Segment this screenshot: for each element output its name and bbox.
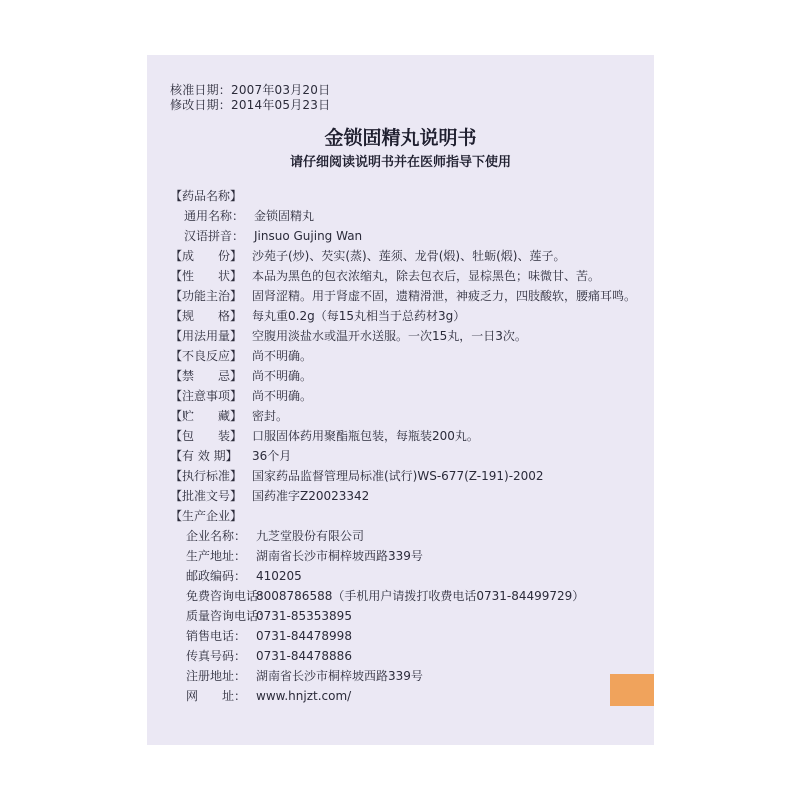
item-ingredients: 【成 份】 沙苑子(炒)、芡实(蒸)、莲须、龙骨(煅)、牡蛎(煅)、莲子。 <box>170 249 566 263</box>
generic-name-value: 金锁固精丸 <box>254 209 315 223</box>
spec-items <box>170 247 640 505</box>
generic-name-label: 通用名称： <box>184 209 245 223</box>
pinyin-label: 汉语拼音： <box>184 229 245 243</box>
item-precautions: 【注意事项】 尚不明确。 <box>170 389 313 403</box>
item-standard: 【执行标准】 国家药品监督管理局标准(试行)WS-677(Z-191)-2002 <box>170 469 544 483</box>
document-title: 金锁固精丸说明书 <box>324 127 477 149</box>
mfr-address-row: 生产地址： 湖南省长沙市桐梓坡西路339号 <box>186 549 423 563</box>
website-link: www.hnjzt.com/ <box>256 689 352 703</box>
item-validity: 【有 效 期】 36个月 <box>170 449 292 463</box>
item-contraindications: 【禁 忌】 尚不明确。 <box>170 369 313 383</box>
mfr-free-hotline-row: 免费咨询电话： 8008786588（手机用户请拨打收费电话0731-84499729） <box>186 589 585 603</box>
mfr-fax-row: 传真号码： 0731-84478886 <box>186 649 352 663</box>
mfr-postcode-row: 邮政编码： 410205 <box>186 569 302 583</box>
modify-date: 修改日期：2014年05月23日 <box>170 98 331 112</box>
item-package: 【包 装】 口服固体药用聚酯瓶包装，每瓶装200丸。 <box>170 429 479 443</box>
mfr-sales-phone-row: 销售电话： 0731-84478998 <box>186 629 352 643</box>
mfr-registered-address-row: 注册地址： 湖南省长沙市桐梓坡西路339号 <box>186 669 423 683</box>
item-indications: 【功能主治】 固肾涩精。用于肾虚不固，遗精滑泄，神疲乏力，四肢酸软，腰痛耳鸣。 <box>170 289 637 303</box>
approve-date: 核准日期：2007年03月20日 <box>170 83 331 97</box>
drug-name-header: 【药品名称】 <box>170 189 243 203</box>
item-approval-number: 【批准文号】 国药准字Z20023342 <box>170 489 370 503</box>
document-subtitle: 请仔细阅读说明书并在医师指导下使用 <box>289 155 511 170</box>
item-storage: 【贮 藏】 密封。 <box>170 409 289 423</box>
item-adverse-reactions: 【不良反应】 尚不明确。 <box>170 349 313 363</box>
mfr-website-row: 网 址： www.hnjzt.com/ <box>186 689 352 703</box>
pinyin-value: Jinsuo Gujing Wan <box>254 229 363 243</box>
pinyin-row <box>170 227 640 245</box>
item-specification: 【规 格】 每丸重0.2g（每15丸相当于总药材3g） <box>170 309 466 323</box>
leaflet-content <box>170 187 640 707</box>
mfr-quality-hotline-row: 质量咨询电话： 0731-85353895 <box>186 609 352 623</box>
mfr-company-row: 企业名称： 九芝堂股份有限公司 <box>186 529 365 543</box>
manufacturer-header: 【生产企业】 <box>170 509 243 523</box>
item-dosage: 【用法用量】 空腹用淡盐水或温开水送服。一次15丸，一日3次。 <box>170 329 527 343</box>
dates-block <box>170 83 330 113</box>
item-appearance: 【性 状】 本品为黑色的包衣浓缩丸，除去包衣后，显棕黑色；味微甘、苦。 <box>170 269 601 283</box>
generic-name-row <box>170 207 640 225</box>
